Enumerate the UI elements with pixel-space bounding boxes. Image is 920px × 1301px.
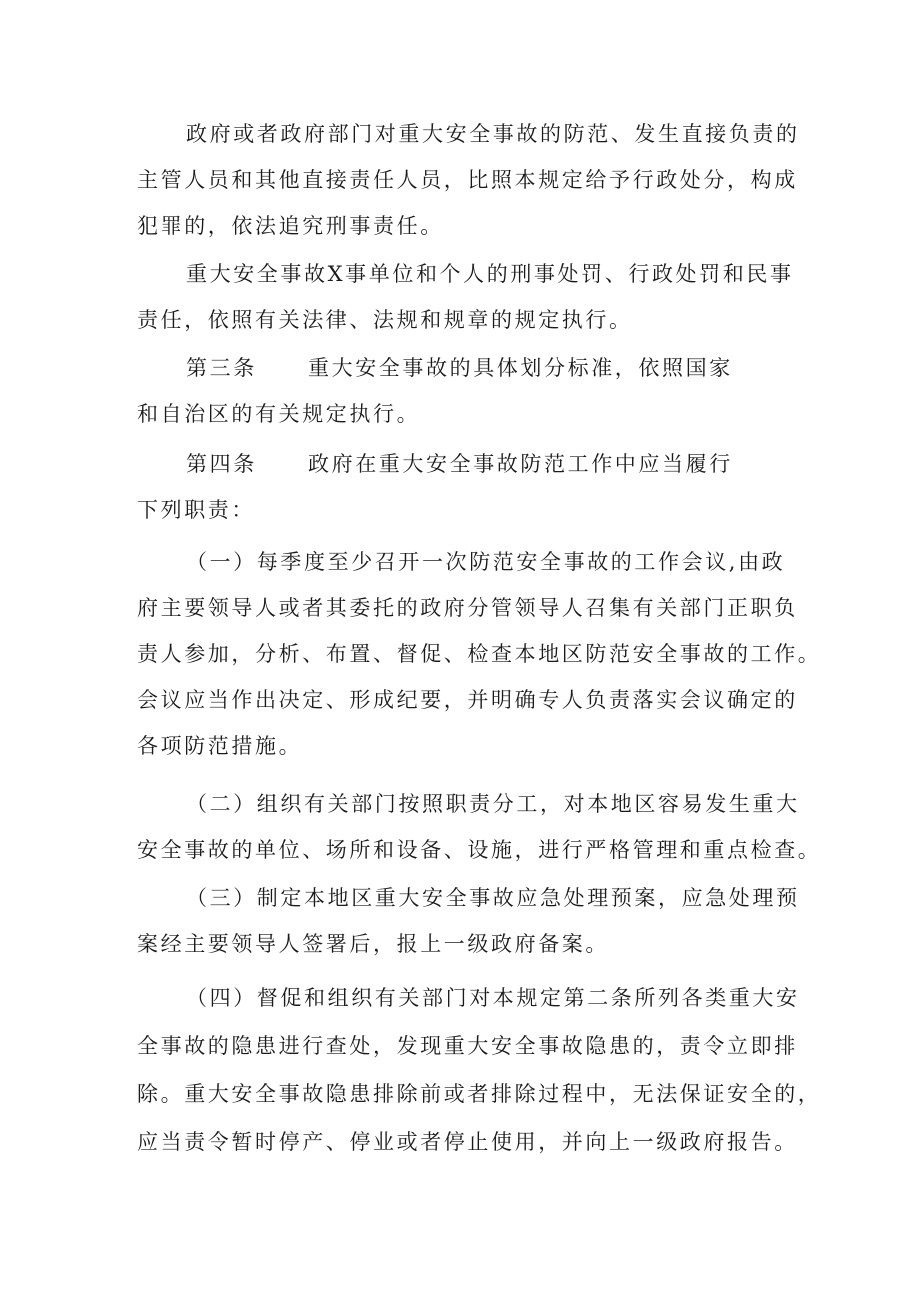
article-3-line — [186, 354, 733, 382]
list-item-line: 各项防范措施。 — [137, 734, 303, 758]
article-text: 政府在重大安全事故防范工作中应当履行 — [308, 452, 733, 476]
list-item-line: 府主要领导人或者其委托的政府分管领导人召集有关部门正职负 — [137, 596, 798, 620]
article-label: 第三条 — [186, 356, 257, 380]
paragraph-line: 政府或者政府部门对重大安全事故的防范、发生直接负责的 — [186, 122, 800, 146]
list-item-line: （三）制定本地区重大安全事故应急处理预案，应急处理预 — [186, 886, 800, 910]
paragraph-line: 主管人员和其他直接责任人员，比照本规定给予行政处分，构成 — [137, 168, 798, 192]
list-item-line: （二）组织有关部门按照职责分工，对本地区容易发生重大 — [186, 792, 800, 816]
list-item-line: （四）督促和组织有关部门对本规定第二条所列各类重大安 — [186, 986, 800, 1010]
list-item-line: 责人参加，分析、布置、督促、检查本地区防范安全事故的工作。 — [137, 642, 822, 666]
paragraph-line: 重大安全事故X事单位和个人的刑事处罚、行政处罚和民事 — [186, 262, 794, 286]
list-item-line: 案经主要领导人签署后，报上一级政府备案。 — [137, 932, 609, 956]
list-item-line: （一）每季度至少召开一次防范安全事故的工作会议,由政 — [186, 550, 786, 574]
paragraph-line: 和自治区的有关规定执行。 — [137, 402, 421, 426]
paragraph-line: 下列职责： — [137, 498, 255, 522]
list-item-line: 全事故的隐患进行查处，发现重大安全事故隐患的，责令立即排 — [137, 1034, 798, 1058]
paragraph-line: 责任，依照有关法律、法规和规章的规定执行。 — [137, 308, 633, 332]
list-item-line: 除。重大安全事故隐患排除前或者排除过程中，无法保证安全的， — [137, 1082, 822, 1106]
article-label: 第四条 — [186, 452, 257, 476]
list-item-line: 会议应当作出决定、形成纪要，并明确专人负责落实会议确定的 — [137, 688, 798, 712]
list-item-line: 安全事故的单位、场所和设备、设施，进行严格管理和重点检查。 — [137, 838, 822, 862]
paragraph-line: 犯罪的，依法追究刑事责任。 — [137, 214, 444, 238]
list-item-line: 应当责令暂时停产、停业或者停止使用，并向上一级政府报告。 — [137, 1130, 798, 1154]
article-4-line — [186, 450, 733, 478]
article-text: 重大安全事故的具体划分标准，依照国家 — [308, 356, 733, 380]
